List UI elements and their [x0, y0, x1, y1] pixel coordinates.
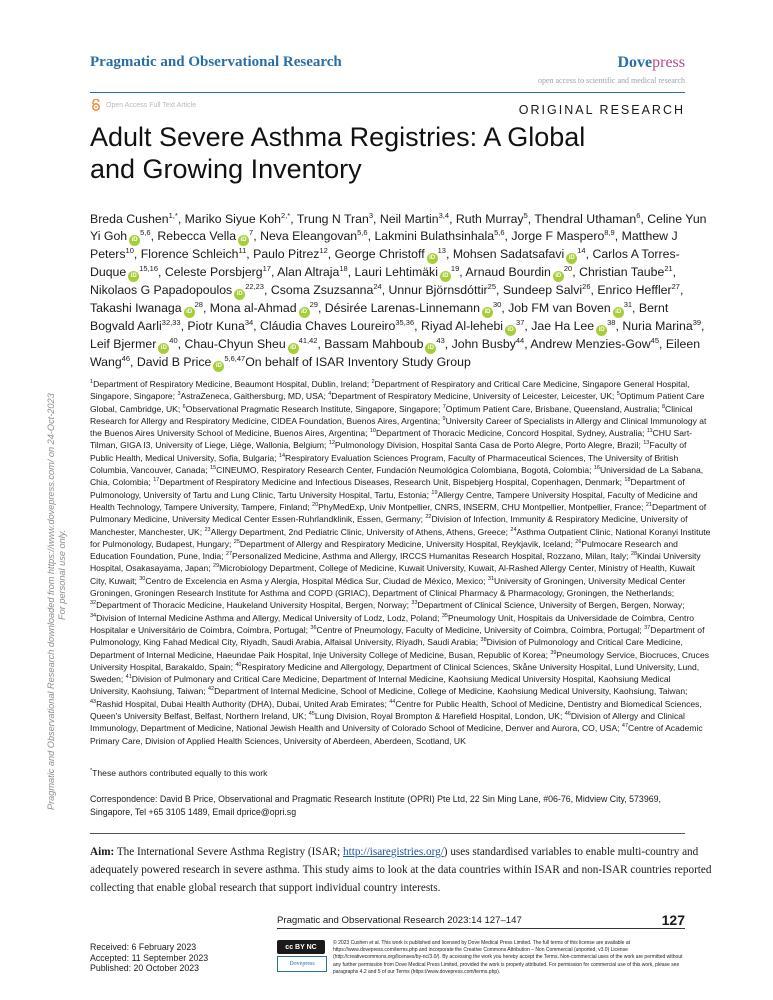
author-affiliation-marker: 41,42 [298, 336, 318, 346]
author-name: Piotr Kuna [187, 319, 245, 334]
author[interactable] [185, 212, 291, 226]
article-dates [90, 942, 208, 974]
author-name: Carlos A Torres-Duque [90, 247, 680, 280]
affiliation-number: 46 [564, 711, 571, 718]
affiliation-number: 22 [425, 514, 432, 521]
author[interactable] [531, 319, 615, 333]
author-affiliation-marker: 12 [319, 246, 328, 256]
author-affiliation-marker: 22,23 [245, 282, 264, 292]
dovepress-small-logo[interactable]: Dovepress [277, 956, 327, 972]
affiliation-number: 11 [646, 428, 653, 435]
author-name: Neva Eleangovan [260, 229, 358, 244]
study-group: On behalf of ISAR Inventory Study Group [245, 355, 471, 370]
author-affiliation-marker: 18 [339, 264, 348, 274]
author-name: Thendral Uthaman [534, 212, 637, 226]
author[interactable] [511, 229, 614, 243]
affiliation-number: 32 [90, 600, 97, 607]
published-date: Published: 20 October 2023 [90, 963, 200, 974]
download-watermark [46, 200, 66, 810]
affiliation-text: Centro de Excelencia en Asma y Alergia, Hospital Médica Sur, Ciudad de México, Mexico; [145, 575, 486, 586]
author-affiliation-marker: 35,36 [395, 318, 415, 328]
author-name: Unnur Björnsdóttir [388, 283, 488, 298]
affiliation-number: 5 [616, 391, 620, 398]
cc-by-nc-logo[interactable]: cc BY NC [277, 940, 325, 954]
author-name: Désirée Larenas-Linnemann [324, 301, 480, 316]
author-affiliation-marker: 32,33 [161, 318, 181, 328]
author-affiliation-marker: 28 [194, 300, 203, 310]
affiliation-text: Division of Internal Medicine Asthma and Allergy, Medical University of Lodz, Lodz, Poland; [96, 612, 440, 623]
author-name: Chau-Chyun Sheu [184, 337, 286, 352]
author-affiliation-marker: 2,* [281, 210, 291, 220]
open-access-label: Open Access Full Text Article [106, 101, 197, 109]
dovepress-logo[interactable] [617, 54, 685, 72]
affiliation-text: Pulmonology Division, Hospital Santa Casa de Porto Alegre, Porto Alegre, Brazil; [334, 440, 641, 451]
author-affiliation-marker: 43 [436, 336, 445, 346]
affiliation-number: 36 [310, 625, 317, 632]
author[interactable] [90, 301, 203, 315]
affiliation-number: 20 [312, 502, 319, 509]
author-name: Rebecca Vella [157, 229, 237, 244]
author[interactable] [503, 283, 591, 297]
author-name: Job FM van Boven [508, 301, 611, 316]
affiliation-number: 13 [643, 440, 650, 447]
affiliation-number: 45 [308, 711, 315, 718]
page-number: 127 [661, 912, 685, 928]
author-affiliation-marker: 1,* [168, 210, 178, 220]
orcid-icon[interactable]: iD [505, 325, 516, 336]
author-affiliation-marker: 5,6 [140, 228, 151, 238]
affiliation-number: 1 [90, 379, 94, 386]
equal-note-symbol: * [90, 768, 93, 775]
section-label: ORIGINAL RESEARCH [518, 103, 685, 117]
author-name: Paulo Pitrez [253, 247, 320, 262]
header-divider [90, 92, 685, 93]
affiliation-number: 16 [593, 465, 600, 472]
watermark-line-2: For personal use only. [57, 529, 67, 620]
author[interactable] [579, 265, 673, 279]
author[interactable] [253, 247, 328, 261]
affiliation-number: 42 [207, 686, 215, 693]
affiliation-number: 6 [182, 403, 186, 410]
equal-note-text: These authors contributed equally to this work [92, 768, 268, 778]
orcid-icon[interactable]: iD [566, 253, 577, 264]
affiliation-text: Allergy Centre, Tampere University Hospital, Faculty of Medicine and Health Technology, Tampere University, Tampere, Finland; [90, 489, 698, 512]
abstract-text-start: The International Severe Asthma Registry (ISAR; [114, 846, 344, 858]
affiliation-text: Centre for Public Health, School of Medicine, Dentistry and Biomedical Sciences, Queen's University Belfast, Belfast, Northern Ireland, UK; [90, 698, 702, 722]
affiliation-text: CINEUMO, Respiratory Research Center, Fundación Neumológica Colombiana, Bogotá, Colombia; [216, 465, 592, 476]
author-affiliation-marker: 20 [563, 264, 573, 274]
author-name: Jae Ha Lee [531, 319, 595, 334]
orcid-icon[interactable]: iD [158, 343, 169, 354]
abstract-divider [90, 833, 685, 834]
affiliation-number: 24 [510, 526, 517, 533]
affiliation-number: 12 [328, 440, 335, 447]
footer-citation[interactable]: Pragmatic and Observational Research 2023:14 127–147 [277, 915, 522, 926]
author[interactable] [622, 319, 701, 333]
affiliation-text: CHU Sart-Tilman, GIGA I3, University of Liege, Liège, Wallonia, Belgium; [90, 428, 693, 451]
author-name: Jorge F Maspero [511, 229, 605, 244]
affiliation-number: 37 [644, 625, 651, 632]
author-name: Eileen Wang [90, 337, 701, 370]
affiliation-text: Department of Respiratory Medicine and Infectious Diseases, Research Unit, Bispebjerg Hospital, Copenhagen, Denmark; [159, 477, 623, 488]
author[interactable] [452, 337, 525, 351]
affiliation-text: Clinical Research for Allergy and Respiratory Medicine, CIDEA Foundation, Buenos Aires, Argentina; [90, 403, 693, 426]
affiliation-number: 44 [389, 698, 396, 705]
orcid-icon[interactable]: iD [427, 253, 438, 264]
affiliation-number: 27 [225, 551, 233, 558]
author-affiliation-marker: 45 [650, 336, 659, 346]
affiliation-text: Respiratory Evaluation Sciences Program, Faculty of Pharmaceutical Sciences, The University of British Columbia, Vancouver, Canada; [90, 452, 679, 476]
watermark-line-1: Pragmatic and Observational Research downloaded from https://www.dovepress.com/ on 24-Oct-2023 [46, 393, 56, 810]
author-name: Csoma Zsuzsanna [270, 283, 374, 298]
author[interactable] [137, 355, 245, 369]
author-name: Takashi Iwanaga [90, 301, 182, 316]
author[interactable] [374, 229, 504, 243]
author-name: Andrew Menzies-Gow [530, 337, 651, 352]
author[interactable] [534, 212, 640, 226]
license-text: © 2023 Cushen et al. This work is published and licensed by Dove Medical Press Limited. The full terms of this license are available at https://www.dovepress.com/terms.php and incorporate the Creative Commons Attribution – Non Commercial (unported, v3.0) License (http://creativecommons.org/licenses/by-nc/3.0/). By accessing the work you hereby accept the Terms. Non-commercial uses of the work are permitted without any further permission from Dove Medical Press Limited, provided the work is properly attributed. For permission for commercial use of this work, please see paragraphs 4.2 and 5 of our Terms (https://www.dovepress.com/terms.php). [333, 940, 683, 975]
abstract-label: Aim: [90, 846, 115, 858]
affiliation-text: University of Groningen, University Medical Center Groningen, Groningen Research Institute for Asthma and COPD (GRIAC), Department of Clinical Pharmacy & Pharmacology, Groningen, the Netherlands; [90, 575, 686, 599]
affiliation-number: 8 [661, 403, 666, 410]
author-affiliation-marker: 5,6 [494, 228, 505, 238]
author[interactable] [271, 283, 382, 297]
affiliation-number: 40 [235, 661, 242, 668]
author-affiliation-marker: 30 [492, 300, 502, 310]
affiliation-text: Department of Respiratory Medicine, Beaumont Hospital, Dublin, Ireland; [93, 379, 370, 389]
affiliation-text: Division of Allergy and Clinical Immunology, Department of Medicine, National Jewish Health and University of Colorado School of Medicine, Denver and Aurora, CO, USA; [90, 711, 685, 734]
affiliation-text: Universidad de La Sabana, Chia, Colombia; [90, 465, 704, 488]
author-name: Nikolaos G Papadopoulos [90, 283, 233, 298]
author-affiliation-marker: 15,16 [139, 264, 159, 274]
author-name: Neil Martin [379, 212, 439, 226]
orcid-icon[interactable]: iD [440, 271, 451, 282]
affiliation-text: Division of Pulmonary and Critical Care Medicine, Department of Internal Medicine, Kaohsiung Medical University Hospital, Kaohsiung Medical University, Kaohsiung, Taiwan; [90, 674, 671, 697]
author[interactable] [141, 247, 247, 261]
article-title: Adult Severe Asthma Registries: A Global and Growing Inventory [90, 122, 586, 184]
author[interactable] [389, 283, 496, 297]
author-affiliation-marker: 5 [523, 210, 528, 220]
author[interactable] [324, 337, 444, 351]
author[interactable] [277, 265, 348, 279]
author-name: Riyad Al-lehebi [421, 319, 504, 334]
affiliation-text: Department of Thoracic Medicine, Concord Hospital, Sydney, Australia; [375, 428, 645, 439]
affiliation-number: 7 [442, 403, 446, 410]
author-affiliation-marker: 37 [516, 318, 525, 328]
affiliation-number: 14 [278, 452, 286, 459]
author-affiliation-marker: 21 [664, 264, 673, 274]
affiliation-number: 30 [139, 575, 146, 582]
journal-name[interactable]: Pragmatic and Observational Research [90, 54, 342, 70]
author-affiliation-marker: 44 [515, 336, 525, 346]
orcid-icon[interactable]: iD [482, 307, 493, 318]
affiliation-text: Department of Clinical Science, University of Bergen, Bergen, Norway; [417, 600, 685, 611]
affiliation-number: 25 [233, 539, 240, 546]
author[interactable] [210, 301, 318, 315]
affiliation-number: 43 [90, 698, 97, 705]
orcid-icon[interactable]: iD [129, 235, 140, 246]
author-affiliation-marker: 3 [368, 210, 374, 220]
author[interactable] [90, 212, 178, 226]
author[interactable] [530, 337, 659, 351]
affiliation-text: Centre of Academic Primary Care, Division of Applied Health Sciences, University of Aberdeen, Aberdeen, Scotland, UK [90, 723, 703, 746]
affiliation-text: Centre of Pneumology, Faculty of Medicine, University of Coimbra, Coimbra, Portugal; [316, 624, 642, 635]
author-affiliation-marker: 14 [577, 246, 586, 256]
author-affiliation-marker: 40 [169, 336, 178, 346]
author-affiliation-marker: 27 [671, 282, 680, 292]
affiliation-number: 29 [213, 563, 220, 570]
author-name: Lakmini Bulathsinhala [374, 229, 495, 244]
author[interactable] [325, 301, 502, 315]
affiliation-number: 17 [153, 477, 160, 484]
author[interactable] [184, 337, 317, 351]
author-affiliation-marker: 10 [125, 246, 134, 256]
author-name: Celeste Porsbjerg [164, 265, 263, 280]
author-name: Nuria Marina [622, 319, 693, 334]
affiliation-text: Pneumology Service, Biocruces, Cruces University Hospital, Barakaldo, Spain; [90, 649, 709, 672]
affiliation-number: 34 [90, 612, 97, 619]
affiliation-text: Allergy Department, 2nd Pediatric Clinic, University of Athens, Athens, Greece; [210, 526, 509, 537]
affiliation-text: Department of Thoracic Medicine, Haukeland University Hospital, Bergen, Norway; [96, 600, 410, 611]
author-name: Celine Yun Yi Goh [90, 212, 707, 244]
author-affiliation-marker: 11 [238, 246, 247, 256]
author[interactable] [260, 319, 414, 333]
affiliation-number: 15 [210, 465, 217, 472]
author-name: Christian Taube [579, 265, 665, 280]
affiliation-text: Division of Infection, Immunity & Respiratory Medicine, University of Manchester, Manchester, UK; [90, 514, 688, 537]
affiliation-number: 2 [371, 379, 375, 386]
author-name: Arnaud Bourdin [465, 265, 551, 280]
author[interactable] [380, 212, 449, 226]
affiliation-number: 33 [411, 600, 418, 607]
brand-press: press [652, 54, 685, 71]
abstract [90, 843, 712, 897]
abstract-text-end: ) uses standardised variables to enable multi-country and adequately powered research in severe asthma. This study aims to look at the data countries within ISAR and non-ISAR countries reported collecting that enable global research that support individual country interests. [90, 846, 712, 894]
orcid-icon[interactable]: iD [238, 235, 249, 246]
affiliation-text: Department of Respiratory and Critical Care Medicine, Singapore General Hospital, Singapore, Singapore; [90, 379, 690, 402]
affiliation-text: Lung Division, Royal Brompton & Harefield Hospital, London, UK; [314, 711, 563, 722]
affiliation-number: 21 [645, 502, 653, 509]
author-name: Trung N Tran [296, 212, 369, 226]
affiliation-text: Pulmocare Research and Education Foundation, Pune, India; [90, 538, 678, 562]
author-affiliation-marker: 13 [437, 246, 446, 256]
isar-link[interactable]: http://isaregistries.org/ [343, 846, 444, 858]
author-name: Lauri Lehtimäki [354, 265, 438, 280]
author-affiliation-marker: 19 [450, 264, 460, 274]
author[interactable] [355, 265, 460, 279]
author-affiliation-marker: 5,6,47 [224, 354, 246, 364]
author-name: John Busby [451, 337, 516, 352]
affiliation-text: PhyMedExp, Univ Montpellier, CNRS, INSERM, CHU Montpellier, Montpellier, France; [318, 501, 644, 512]
affiliation-number: 4 [328, 391, 332, 398]
equal-contribution-note [90, 768, 267, 778]
orcid-icon[interactable]: iD [234, 289, 245, 300]
affiliation-text: Department of Pulmonary Medicine, University Medical Center Essen-Ruhrlandklinik, Essen, Germany; [90, 501, 707, 525]
orcid-icon[interactable]: iD [596, 325, 607, 336]
author-affiliation-marker: 26 [582, 282, 591, 292]
open-access-lock-icon [90, 99, 102, 111]
author-name: Matthew J Peters [90, 229, 678, 262]
author-affiliation-marker: 46 [121, 354, 131, 364]
author[interactable] [157, 229, 253, 243]
affiliation-text: Microbiology Department, College of Medicine, Kuwait University, Kuwait, Al-Rashed Allergy Center, Ministry of Health, Kuwait City, Kuwait; [90, 563, 695, 586]
author-name: Breda Cushen [90, 212, 169, 226]
orcid-icon[interactable]: iD [299, 307, 310, 318]
open-access-badge [90, 99, 196, 111]
author-name: Mohsen Sadatsafavi [452, 247, 565, 262]
author[interactable] [260, 229, 368, 243]
author-affiliation-marker: 34 [244, 318, 254, 328]
orcid-icon[interactable]: iD [288, 343, 299, 354]
affiliation-number: 3 [177, 391, 181, 398]
author[interactable] [456, 212, 528, 226]
affiliation-text: Department of Pulmonology, King Fahad Medical City, Riyadh, Saudi Arabia, Alfaisal University, Riyadh, Saudi Arabia; [90, 624, 705, 648]
author-affiliation-marker: 7 [249, 228, 254, 238]
orcid-icon[interactable]: iD [553, 271, 564, 282]
affiliation-number: 10 [369, 428, 376, 435]
author-name: Bernt Bogvald Aarli [90, 301, 669, 334]
author[interactable] [165, 265, 271, 279]
orcid-icon[interactable]: iD [613, 307, 624, 318]
author-affiliation-marker: 39 [692, 318, 702, 328]
brand-dove: Dove [617, 54, 653, 71]
affiliation-text: Respiratory Medicine and Allergology, Department of Clinical Sciences, Skåne University Hospital, Lund University, Lund, Sweden; [90, 661, 700, 685]
affiliation-text: University Career of Specialists in Allergy and Clinical Immunology at the Buenos Aires University School of Medicine, Buenos Aires, Argentina; [90, 415, 707, 439]
affiliation-number: 18 [624, 477, 631, 484]
author[interactable] [297, 212, 373, 226]
author[interactable] [187, 319, 253, 333]
author[interactable] [508, 301, 632, 315]
author-affiliation-marker: 8,9 [604, 228, 615, 238]
affiliation-text: AstraZeneca, Gaithersburg, MD, USA; [180, 391, 326, 402]
author-affiliation-marker: 38 [607, 318, 616, 328]
author[interactable] [465, 265, 572, 279]
affiliation-text: Department of Pulmonology, University of Tartu and Lung Clinic, Tartu University Hospital, Tartu, Estonia; [90, 477, 685, 500]
tagline: open access to scientific and medical research [537, 76, 685, 85]
author-affiliation-marker: 3,4 [438, 210, 450, 220]
author-name: Mariko Siyue Koh [184, 212, 282, 226]
affiliation-number: 47 [621, 723, 629, 730]
author-name: Alan Altraja [277, 265, 340, 280]
author-name: Bassam Mahboub [324, 337, 424, 352]
author-list: Breda Cushen$^{1,*}$, Mariko Siyue Koh$^{2,*}$, Trung N Tran$^3$, Neil Martin$^{3,4}$, Ruth Murray$^5$, Thendral Uthaman$^6$, Celine Yun Yi Goh iD$^{5,6}$, Rebecca Vella $iD^7$, Neva Eleangovan$^{5,6}$, Lakmini Bulathsinhala$^{5,6}$, Jorge F Maspero$^{8,9}$, Matthew J Peters$^{10}$, Florence Schleich$^{11}$, Paulo Pitrez$^{12}$, George Christoff $iD^{13}$, Mohsen Sadatsafavi $iD^{14}$, Carlos A Torres-Duque iD$^{15,16}$, Celeste Porsbjerg$^{17}$, Alan Altraja$^{18}$, Lauri Lehtimäki $iD^{19}$, Arnaud Bourdin $iD^{20}$, Christian Taube$^{21}$, Nikolaos G Papadopoulos iD$^{22,23}$, Csoma Zsuzsanna$^{24}$, Unnur Björnsdóttir$^{25}$, Sundeep Salvi$^{26}$, Enrico Heffler$^{27}$, Takashi Iwanaga $iD^{28}$, Mona al-Ahmad $iD^{29}$, Désirée Larenas-Linnemann $iD^{30}$, Job FM van Boven $iD^{31}$, Bernt Bogvald Aarli$^{32,33}$, Piotr Kuna$^{34}$, Cláudia Chaves Loureiro$^{35,36}$, Riyad Al-lehebi $iD^{37}$, Jae Ha Lee $iD^{38}$, Nuria Marina$^{39}$, Leif Bjermer $iD^{40}$, Chau-Chyun Sheu iD$^{41,42}$, Bassam Mahboub $iD^{43}$, John Busby$^{44}$, Andrew Menzies-Gow$^{45}$, Eileen Wang$^{46}$, David B Price iD$^{5,6,47}$On behalf of ISAR Inventory Study Group [90, 211, 712, 372]
affiliation-text: Optimum Patient Care Global, Cambridge, UK; [90, 391, 705, 414]
author-name: Florence Schleich [140, 247, 239, 262]
accepted-date: Accepted: 11 September 2023 [90, 952, 209, 963]
affiliation-text: Personalized Medicine, Asthma and Allergy, IRCCS Humanitas Research Hospital, Rozzano, Milan, Italy; [232, 551, 629, 562]
author-affiliation-marker: 24 [373, 282, 382, 292]
author-affiliation-marker: 29 [309, 300, 318, 310]
author-name: David B Price [136, 355, 212, 370]
affiliation-text: Optimum Patient Care, Brisbane, Queensland, Australia; [445, 403, 660, 414]
author-name: Enrico Heffler [597, 283, 672, 298]
author[interactable] [90, 283, 264, 297]
author-name: Ruth Murray [455, 212, 524, 226]
correspondence: Correspondence: David B Price, Observational and Pragmatic Research Institute (OPRI) Pte Ltd, 22 Sin Ming Lane, #06-76, Midview City, 573969, Singapore, Tel +65 3105 1489, Email dprice@opri.sg [90, 794, 661, 817]
affiliation-number: 26 [575, 539, 582, 546]
orcid-icon[interactable]: iD [184, 307, 195, 318]
license-block [277, 940, 687, 976]
author-name: Leif Bjermer [90, 337, 157, 352]
author-name: Sundeep Salvi [502, 283, 583, 298]
footer-divider [277, 928, 685, 929]
affiliation-text: Observational Pragmatic Research Institute, Singapore, Singapore; [185, 403, 441, 414]
received-date: Received: 6 February 2023 [90, 942, 197, 952]
affiliation-text: Faculty of Public Health, Medical University, Sofia, Bulgaria; [90, 440, 687, 463]
author[interactable] [597, 283, 680, 297]
author-affiliation-marker: 25 [487, 282, 496, 292]
affiliations [90, 378, 712, 747]
affiliation-number: 39 [550, 649, 557, 656]
author-affiliation-marker: 5,6 [357, 228, 368, 238]
author[interactable] [335, 247, 446, 261]
affiliation-number: 23 [204, 526, 211, 533]
affiliation-text: Division of Pulmonology and Critical Care Medicine, Department of Internal Medicine, Haeundae Paik Hospital, Inje University College of Medicine, Busan, Republic of Korea; [90, 637, 683, 660]
orcid-icon[interactable]: iD [128, 271, 139, 282]
author-affiliation-marker: 6 [636, 210, 641, 220]
affiliation-text: Department of Internal Medicine, School of Medicine, College of Medicine, Kaohsiung Medical University, Kaohsiung, Taiwan; [214, 686, 688, 697]
affiliation-number: 41 [125, 674, 132, 681]
affiliation-number: 9 [442, 416, 446, 423]
author-affiliation-marker: 31 [623, 300, 633, 310]
affiliation-text: Department of Allergy and Respiratory Medicine, University Hospital, Reykjavik, Iceland; [239, 538, 573, 549]
affiliation-text: Kindai University Hospital, Osakasayama, Japan; [90, 551, 701, 574]
affiliation-number: 38 [480, 637, 487, 644]
author-name: George Christoff [334, 247, 425, 262]
affiliation-text: Rashid Hospital, Dubai Health Authority (DHA), Dubai, United Arab Emirates; [96, 698, 387, 709]
author[interactable] [421, 319, 524, 333]
author[interactable] [90, 337, 178, 351]
affiliation-text: Department of Respiratory Medicine, University of Leicester, Leicester, UK; [331, 391, 615, 402]
affiliation-text: Pneumology Unit, Hospitais da Universidade de Coimbra, Centro Hospitalar e Universitário de Coimbra, Coimbra, Portugal; [90, 612, 695, 635]
affiliation-number: 19 [431, 489, 438, 496]
affiliation-number: 35 [441, 612, 448, 619]
affiliation-text: Asthma Outpatient Clinic, National Koranyi Institute for Pulmonology, Budapest, Hungary; [90, 526, 711, 549]
author-name: Mona al-Ahmad [209, 301, 297, 316]
orcid-icon[interactable]: iD [213, 361, 224, 372]
author-name: Cláudia Chaves Loureiro [260, 319, 396, 334]
affiliation-number: 31 [487, 575, 495, 582]
author-affiliation-marker: 17 [262, 264, 271, 274]
affiliation-number: 28 [630, 551, 638, 558]
author[interactable] [453, 247, 586, 261]
orcid-icon[interactable]: iD [425, 343, 436, 354]
